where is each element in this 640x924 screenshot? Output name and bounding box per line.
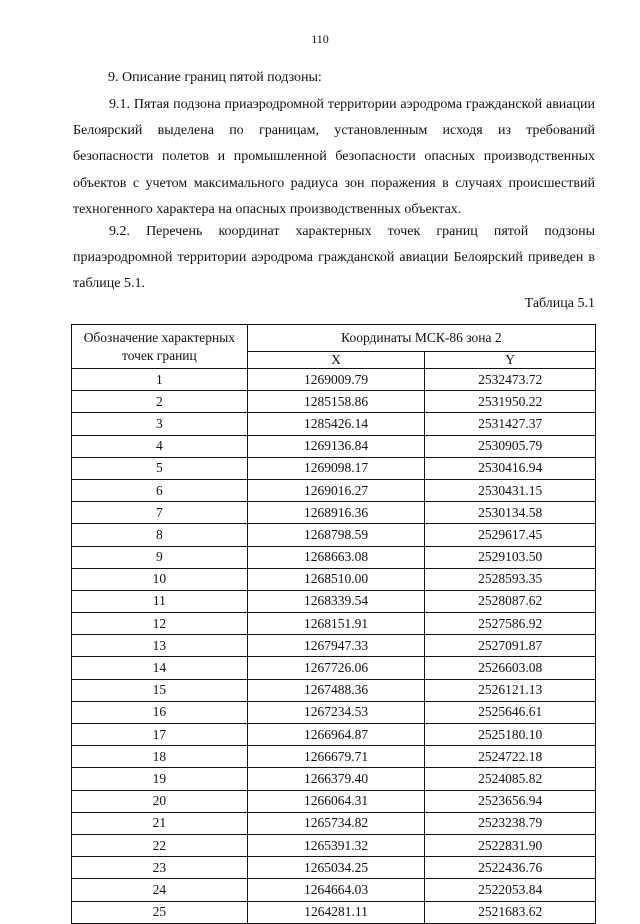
point-number-cell: 17 [72, 724, 248, 746]
point-number-cell: 21 [72, 812, 248, 834]
header-y: Y [425, 352, 596, 369]
point-number-cell: 6 [72, 479, 248, 501]
x-coordinate-cell: 1268151.91 [247, 613, 425, 635]
point-number-cell: 11 [72, 590, 248, 612]
table-row [72, 879, 596, 901]
point-number-cell: 10 [72, 568, 248, 590]
x-coordinate-cell: 1269009.79 [247, 369, 425, 391]
table-row [72, 812, 596, 834]
y-coordinate-cell: 2530134.58 [425, 502, 596, 524]
y-coordinate-cell: 2530431.15 [425, 479, 596, 501]
y-coordinate-cell: 2530905.79 [425, 435, 596, 457]
point-number-cell: 25 [72, 901, 248, 923]
table-row [72, 502, 596, 524]
header-point-label: Обозначение характерных точек границ [72, 325, 248, 369]
point-number-cell: 19 [72, 768, 248, 790]
x-coordinate-cell: 1269016.27 [247, 479, 425, 501]
y-coordinate-cell: 2528087.62 [425, 590, 596, 612]
point-number-cell: 8 [72, 524, 248, 546]
x-coordinate-cell: 1268339.54 [247, 590, 425, 612]
point-number-cell: 15 [72, 679, 248, 701]
y-coordinate-cell: 2525646.61 [425, 701, 596, 723]
point-number-cell: 22 [72, 834, 248, 856]
y-coordinate-cell: 2521683.62 [425, 901, 596, 923]
point-number-cell: 13 [72, 635, 248, 657]
y-coordinate-cell: 2530416.94 [425, 457, 596, 479]
point-number-cell: 23 [72, 857, 248, 879]
x-coordinate-cell: 1265034.25 [247, 857, 425, 879]
header-x: X [247, 352, 425, 369]
point-number-cell: 3 [72, 413, 248, 435]
table-row [72, 435, 596, 457]
point-number-cell: 9 [72, 546, 248, 568]
table-row [72, 479, 596, 501]
y-coordinate-cell: 2523656.94 [425, 790, 596, 812]
y-coordinate-cell: 2528593.35 [425, 568, 596, 590]
table-row [72, 768, 596, 790]
table-row [72, 724, 596, 746]
x-coordinate-cell: 1285158.86 [247, 391, 425, 413]
table-row [72, 590, 596, 612]
table-row [72, 746, 596, 768]
x-coordinate-cell: 1267726.06 [247, 657, 425, 679]
table-row [72, 391, 596, 413]
table-row [72, 546, 596, 568]
y-coordinate-cell: 2524085.82 [425, 768, 596, 790]
y-coordinate-cell: 2532473.72 [425, 369, 596, 391]
point-number-cell: 12 [72, 613, 248, 635]
y-coordinate-cell: 2529617.45 [425, 524, 596, 546]
y-coordinate-cell: 2526603.08 [425, 657, 596, 679]
y-coordinate-cell: 2524722.18 [425, 746, 596, 768]
x-coordinate-cell: 1269098.17 [247, 457, 425, 479]
x-coordinate-cell: 1267234.53 [247, 701, 425, 723]
x-coordinate-cell: 1266064.31 [247, 790, 425, 812]
table-row [72, 790, 596, 812]
page-number: 110 [311, 32, 329, 46]
table-row [72, 635, 596, 657]
table-row [72, 701, 596, 723]
point-number-cell: 14 [72, 657, 248, 679]
x-coordinate-cell: 1266964.87 [247, 724, 425, 746]
x-coordinate-cell: 1267947.33 [247, 635, 425, 657]
table-row [72, 369, 596, 391]
table-row [72, 834, 596, 856]
table-caption: Таблица 5.1 [524, 296, 595, 311]
x-coordinate-cell: 1264281.11 [247, 901, 425, 923]
point-number-cell: 5 [72, 457, 248, 479]
x-coordinate-cell: 1266679.71 [247, 746, 425, 768]
point-number-cell: 4 [72, 435, 248, 457]
y-coordinate-cell: 2522053.84 [425, 879, 596, 901]
x-coordinate-cell: 1268510.00 [247, 568, 425, 590]
x-coordinate-cell: 1268663.08 [247, 546, 425, 568]
y-coordinate-cell: 2523238.79 [425, 812, 596, 834]
section-heading: 9. Описание границ пятой подзоны: [108, 70, 322, 85]
table-row [72, 524, 596, 546]
table-row [72, 657, 596, 679]
table-row [72, 568, 596, 590]
coordinates-table [71, 324, 596, 924]
point-number-cell: 7 [72, 502, 248, 524]
x-coordinate-cell: 1268798.59 [247, 524, 425, 546]
x-coordinate-cell: 1269136.84 [247, 435, 425, 457]
point-number-cell: 1 [72, 369, 248, 391]
x-coordinate-cell: 1285426.14 [247, 413, 425, 435]
y-coordinate-cell: 2526121.13 [425, 679, 596, 701]
table-row [72, 613, 596, 635]
point-number-cell: 20 [72, 790, 248, 812]
x-coordinate-cell: 1265734.82 [247, 812, 425, 834]
paragraph-9-2: 9.2. Перечень координат характерных точек границ пятой подзоны приаэродромной территории аэродрома гражданской авиации Белоярский приведен в таблице 5.1. [73, 224, 595, 292]
x-coordinate-cell: 1267488.36 [247, 679, 425, 701]
point-number-cell: 18 [72, 746, 248, 768]
table-row [72, 413, 596, 435]
table-row [72, 901, 596, 923]
y-coordinate-cell: 2531950.22 [425, 391, 596, 413]
x-coordinate-cell: 1268916.36 [247, 502, 425, 524]
table-row [72, 857, 596, 879]
y-coordinate-cell: 2531427.37 [425, 413, 596, 435]
table-row [72, 679, 596, 701]
y-coordinate-cell: 2525180.10 [425, 724, 596, 746]
point-number-cell: 2 [72, 391, 248, 413]
x-coordinate-cell: 1265391.32 [247, 834, 425, 856]
y-coordinate-cell: 2522831.90 [425, 834, 596, 856]
y-coordinate-cell: 2529103.50 [425, 546, 596, 568]
y-coordinate-cell: 2527091.87 [425, 635, 596, 657]
header-coordinates: Координаты МСК-86 зона 2 [247, 325, 595, 352]
y-coordinate-cell: 2522436.76 [425, 857, 596, 879]
point-number-cell: 16 [72, 701, 248, 723]
table-row [72, 457, 596, 479]
paragraph-9-1: 9.1. Пятая подзона приаэродромной территории аэродрома гражданской авиации Белоярский выделена по границам, установленным исходя из требований безопасности полетов и промышленной безопасности опасных производственных объектов с учетом максимального радиуса зон поражения в случаях происшествий техногенного характера на опасных производственных объектах. [73, 97, 595, 217]
x-coordinate-cell: 1266379.40 [247, 768, 425, 790]
y-coordinate-cell: 2527586.92 [425, 613, 596, 635]
table-body [72, 369, 596, 924]
x-coordinate-cell: 1264664.03 [247, 879, 425, 901]
point-number-cell: 24 [72, 879, 248, 901]
